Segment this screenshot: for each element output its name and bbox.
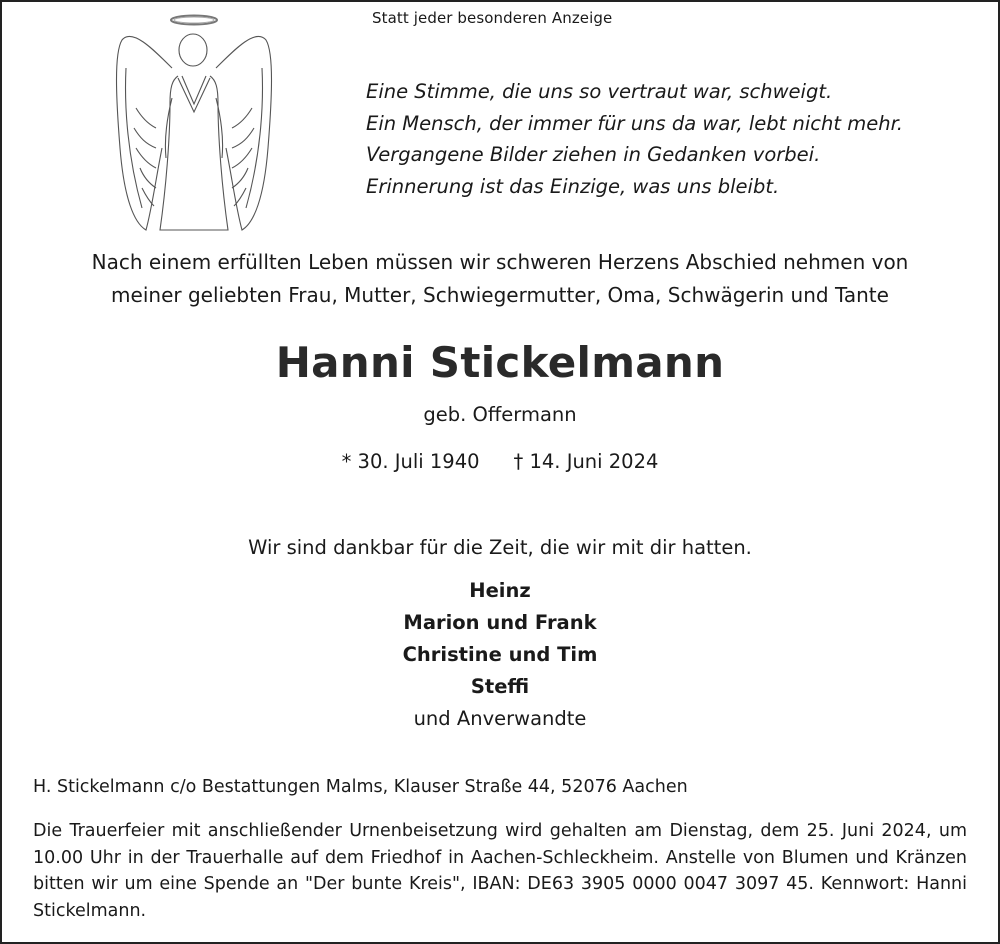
intro-line: Nach einem erfüllten Leben müssen wir schweren Herzens Abschied nehmen von bbox=[91, 250, 909, 274]
intro-text bbox=[0, 246, 1000, 311]
angel-icon bbox=[112, 8, 277, 236]
poem-line: Erinnerung ist das Einzige, was uns bleibt. bbox=[366, 174, 780, 198]
intro-line: meiner geliebten Frau, Mutter, Schwiegermutter, Oma, Schwägerin und Tante bbox=[111, 282, 889, 307]
header-note: Statt jeder besonderen Anzeige bbox=[372, 9, 613, 27]
poem-line: Eine Stimme, die uns so vertraut war, schweigt. bbox=[366, 80, 833, 103]
poem-line: Vergangene Bilder ziehen in Gedanken vorbei. bbox=[366, 143, 821, 166]
deceased-name: Hanni Stickelmann bbox=[275, 338, 725, 387]
poem-line: Ein Mensch, der immer für uns da war, lebt nicht mehr. bbox=[366, 111, 904, 135]
mourners-list bbox=[0, 575, 1000, 735]
mourner-name: Steffi bbox=[470, 675, 530, 698]
thanks-line: Wir sind dankbar für die Zeit, die wir mit dir hatten. bbox=[248, 536, 752, 559]
mourner-name: Christine und Tim bbox=[402, 643, 598, 666]
relatives-line: und Anverwandte bbox=[413, 707, 587, 730]
mourner-name: Marion und Frank bbox=[403, 611, 597, 634]
life-dates bbox=[0, 450, 1000, 473]
death-date: † 14. Juni 2024 bbox=[513, 450, 659, 473]
poem bbox=[366, 76, 903, 202]
ceremony-info: Die Trauerfeier mit anschließender Urnenbeisetzung wird gehalten am Dienstag, dem 25. Juni 2024, um 10.00 Uhr in der Trauerhalle auf dem Friedhof in Aachen-Schleckheim. Anstelle von Blumen und Kränzen bitten wir um eine Spende an "Der bunte Kreis", IBAN: DE63 3905 0000 0047 3097 45. Kennwort: Hanni Stickelmann. bbox=[33, 821, 967, 921]
contact-address: H. Stickelmann c/o Bestattungen Malms, Klauser Straße 44, 52076 Aachen bbox=[33, 777, 688, 797]
maiden-name: geb. Offermann bbox=[423, 403, 577, 426]
mourner-name: Heinz bbox=[469, 579, 531, 602]
birth-date: * 30. Juli 1940 bbox=[341, 450, 480, 473]
